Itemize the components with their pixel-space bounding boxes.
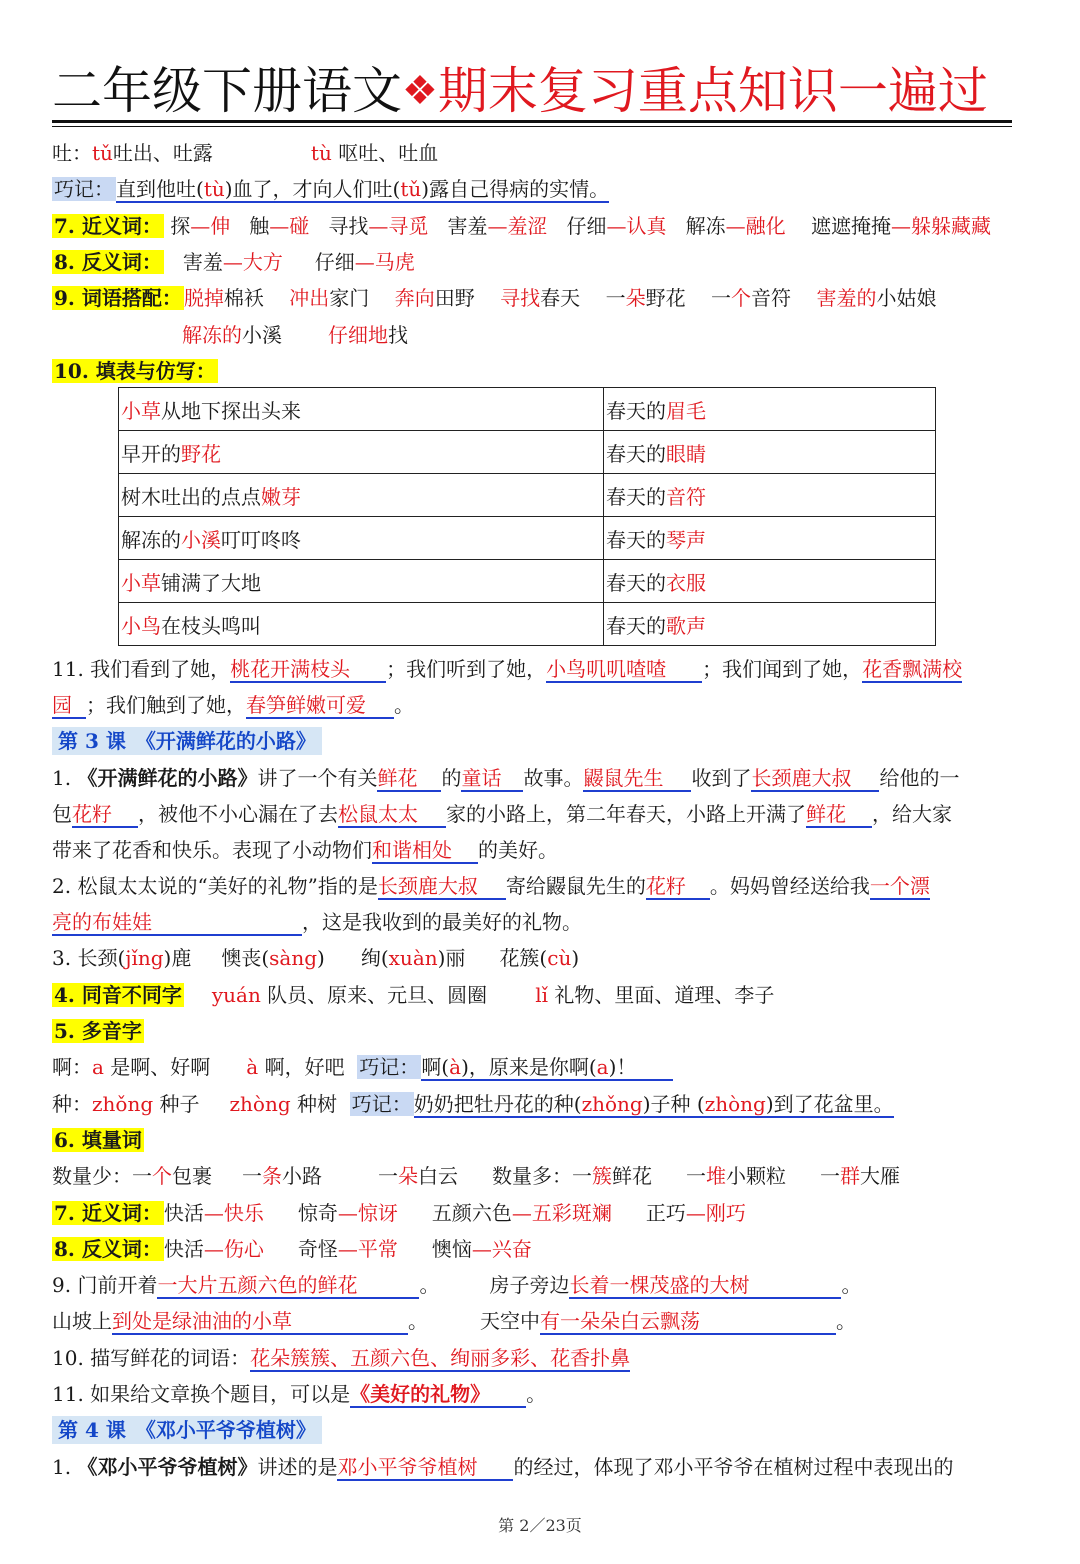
page-number: 第 2／23页: [498, 1516, 582, 1535]
text: 数量多：: [492, 1164, 572, 1188]
word: 朵: [625, 286, 646, 310]
mnemonic-label: 巧记：: [54, 177, 114, 201]
text: )子种 (: [642, 1092, 705, 1116]
pinyin: tǔ: [92, 141, 113, 165]
text: 天空中: [480, 1309, 540, 1333]
table-row: [119, 431, 936, 474]
table-cell: [604, 431, 936, 474]
text: 11. 如果给文章换个题目，可以是: [52, 1382, 351, 1406]
word: —马虎: [354, 250, 415, 274]
lesson-3-item-10: [52, 1344, 630, 1372]
collocations-line: [52, 284, 936, 312]
word: 解冻: [685, 214, 726, 238]
table-cell: [604, 517, 936, 560]
pinyin: zhòng: [229, 1092, 291, 1116]
text: ，这是我收到的最美好的礼物。: [302, 910, 582, 934]
text: 种子: [153, 1092, 200, 1116]
word: —大方: [222, 250, 283, 274]
word: 眼睛: [666, 441, 706, 466]
word: 春天的: [606, 441, 666, 466]
word: 春天: [540, 286, 581, 310]
lesson-3-item-9-line-1: [52, 1271, 861, 1299]
word: —碰: [269, 214, 310, 238]
text: 给他的一: [879, 766, 960, 790]
word: 琴声: [666, 527, 706, 552]
text: 1.: [52, 1455, 78, 1479]
text: 山坡上: [52, 1309, 112, 1333]
word: 害羞: [447, 214, 488, 238]
table-cell: [119, 474, 604, 517]
answer: 堆: [706, 1164, 726, 1188]
polyphone-zhong-line: [52, 1090, 894, 1118]
measure-words-line: [52, 1162, 900, 1190]
section-label: 8. 反义词：: [54, 250, 162, 274]
text: 懊丧(: [221, 946, 270, 970]
word: —惊讶: [337, 1201, 398, 1225]
text: 吐：: [52, 141, 92, 165]
answer: 到处是绿油油的小草: [112, 1309, 408, 1335]
text: 奶奶把牡丹花的种(: [413, 1092, 582, 1116]
pinyin: a: [92, 1055, 104, 1079]
lesson-3-item-2-line-1: [52, 872, 930, 900]
section-label: 7. 近义词：: [54, 1201, 162, 1225]
word: 快活: [163, 1201, 204, 1225]
text: ；我们听到了她，: [386, 657, 547, 681]
section-label: 7. 近义词：: [54, 214, 162, 238]
lesson-3-item-1-line-3: [52, 836, 558, 864]
word: —伤心: [203, 1237, 264, 1261]
pinyin: lǐ: [535, 983, 548, 1007]
answer: 松鼠太太: [338, 802, 446, 828]
text: )鹿: [163, 946, 192, 970]
word: —躲躲藏藏: [891, 214, 992, 238]
word: 音符: [751, 286, 792, 310]
answer: 一大片五颜六色的鲜花: [157, 1273, 419, 1299]
title-rule-thin: [52, 126, 1012, 127]
pinyin: à: [449, 1055, 462, 1079]
text: 啊(: [421, 1055, 450, 1079]
answer: 朵: [398, 1164, 418, 1188]
text: 的: [441, 766, 462, 790]
answer: 簇: [592, 1164, 612, 1188]
text: 一: [378, 1164, 398, 1188]
answer: 园: [52, 693, 86, 719]
answer: 花籽: [646, 874, 710, 900]
text: )丽: [437, 946, 466, 970]
pinyin: à: [246, 1055, 259, 1079]
word: 仔细: [566, 214, 607, 238]
answer: 长颈鹿大叔: [378, 874, 506, 900]
word: 一: [711, 286, 732, 310]
pinyin: zhǒng: [581, 1092, 643, 1116]
text: 收到了: [691, 766, 752, 790]
word: 家门: [329, 286, 370, 310]
answer: 鼹鼠先生: [583, 766, 691, 792]
word: 春天的: [606, 570, 666, 595]
word: 嫩芽: [261, 484, 301, 509]
mnemonic-line: [52, 175, 609, 203]
word: 铺满了大地: [161, 570, 261, 595]
text: 讲了一个有关: [257, 766, 378, 790]
word: 五颜六色: [431, 1201, 512, 1225]
text: 家的小路上，第二年春天，小路上开满了: [446, 802, 806, 826]
word: —快乐: [203, 1201, 264, 1225]
lesson-3-synonyms: [52, 1199, 746, 1227]
word: 田野: [434, 286, 475, 310]
pinyin: tù: [310, 141, 332, 165]
answer: 花籽: [72, 802, 138, 828]
lesson-title: 第 3 课 《开满鲜花的小路》: [52, 727, 322, 755]
text: 的美好。: [478, 838, 558, 862]
word: 懊恼: [431, 1237, 472, 1261]
table-row: [119, 560, 936, 603]
item-11-line-2: [52, 691, 414, 719]
text: 《邓小平爷爷植树》: [77, 1455, 258, 1479]
text: 一: [572, 1164, 592, 1188]
word: —刚巧: [685, 1201, 746, 1225]
word: 遮遮掩掩: [811, 214, 892, 238]
text: 一: [820, 1164, 840, 1188]
word: 小鸟: [121, 613, 161, 638]
section-label: 4. 同音不同字: [54, 983, 182, 1007]
lesson-3-item-3: [52, 944, 579, 972]
fill-table: [118, 387, 936, 646]
text: 是啊、好啊: [103, 1055, 211, 1079]
pinyin: xuàn: [388, 946, 438, 970]
lesson-4-heading: [52, 1416, 322, 1444]
polyphone-tu-line: [52, 139, 438, 167]
answer: 花朵簇簇、五颜六色、绚丽多彩、花香扑鼻: [250, 1346, 631, 1370]
pinyin: yuán: [211, 983, 261, 1007]
text: 房子旁边: [489, 1273, 570, 1297]
word: —伸: [190, 214, 231, 238]
answer: 亮的布娃娃: [52, 910, 302, 936]
word: —兴奋: [471, 1237, 532, 1261]
table-cell: [119, 388, 604, 431]
word: 快活: [163, 1237, 204, 1261]
answer: 《美好的礼物》: [350, 1382, 526, 1408]
word: 探: [170, 214, 191, 238]
table-cell: [119, 560, 604, 603]
table-row: [119, 603, 936, 646]
text: 10. 描写鲜花的词语：: [52, 1346, 251, 1370]
word: —融化: [725, 214, 786, 238]
lesson-3-item-1-line-2: [52, 800, 952, 828]
pinyin: tù: [203, 177, 225, 201]
table-cell: [119, 517, 604, 560]
word: 在枝头鸣叫: [161, 613, 261, 638]
fill-table-heading: [52, 357, 218, 385]
text: 寄给鼹鼠先生的: [505, 874, 646, 898]
text: 白云: [418, 1164, 458, 1188]
word: 野花: [645, 286, 686, 310]
text: 9. 门前开着: [52, 1273, 158, 1297]
word: 衣服: [666, 570, 706, 595]
pinyin: sàng: [269, 946, 318, 970]
word: —羞涩: [487, 214, 548, 238]
text: 礼物、里面、道理、李子: [547, 983, 775, 1007]
text: 啊，好吧: [258, 1055, 345, 1079]
lesson-3-item-1-line-1: [52, 764, 959, 792]
pinyin: zhǒng: [92, 1092, 154, 1116]
text: 讲述的是: [257, 1455, 338, 1479]
word: 找: [388, 323, 408, 347]
text: 队员、原来、元旦、圆圈: [260, 983, 488, 1007]
section-label: 9. 词语搭配：: [54, 286, 182, 310]
text: ；我们闻到了她，: [702, 657, 863, 681]
lesson-3-item-9-line-2: [52, 1307, 856, 1335]
answer: 鲜花: [806, 802, 872, 828]
pinyin: tǔ: [400, 177, 422, 201]
text: 种：: [52, 1092, 92, 1116]
item-11-line-1: [52, 655, 962, 683]
lesson-3-item-5: [52, 1017, 144, 1045]
word: —五彩斑斓: [511, 1201, 612, 1225]
text: 。: [526, 1382, 547, 1406]
word: 奇怪: [297, 1237, 338, 1261]
word: 歌声: [666, 613, 706, 638]
word: 寻找: [328, 214, 369, 238]
text: 3. 长颈(: [52, 946, 126, 970]
text: 小路: [282, 1164, 322, 1188]
lesson-4-item-1: [52, 1453, 953, 1481]
text: ): [317, 946, 325, 970]
pinyin: zhòng: [704, 1092, 766, 1116]
word: 仔细: [314, 250, 355, 274]
text: 绚(: [360, 946, 389, 970]
mnemonic-label: 巧记：: [359, 1055, 420, 1079]
word: 叮叮咚咚: [221, 527, 301, 552]
text: 大雁: [860, 1164, 900, 1188]
text: 。: [408, 1309, 428, 1333]
word: 春天的: [606, 484, 666, 509]
text: ，给大家: [872, 802, 952, 826]
antonyms-line: [52, 248, 415, 276]
lesson-3-item-2-line-2: [52, 908, 582, 936]
text: 1.: [52, 766, 78, 790]
text: 包裹: [172, 1164, 212, 1188]
section-label: 10. 填表与仿写：: [54, 359, 216, 383]
table-row: [119, 517, 936, 560]
answer: 邓小平爷爷植树: [337, 1455, 513, 1481]
synonyms-line: [52, 212, 991, 240]
text: 一: [132, 1164, 152, 1188]
text: )到了花盆里。: [765, 1092, 894, 1116]
answer: 童话: [461, 766, 523, 792]
word: 正巧: [645, 1201, 686, 1225]
text: )，原来是你啊(: [461, 1055, 597, 1079]
title-rule: [52, 120, 1012, 123]
word: 从地下探出头来: [161, 398, 301, 423]
word: 仔细地: [328, 323, 388, 347]
diamond-icon: ❖: [402, 68, 438, 114]
text: 11. 我们看到了她，: [52, 657, 231, 681]
section-label: 8. 反义词：: [54, 1237, 162, 1261]
text: 一: [686, 1164, 706, 1188]
text: 小颗粒: [726, 1164, 786, 1188]
text: 鲜花: [612, 1164, 652, 1188]
lesson-3-item-6: [52, 1126, 144, 1154]
pinyin: jǐng: [125, 946, 164, 970]
table-cell: [604, 560, 936, 603]
word: 眉毛: [666, 398, 706, 423]
word: 小草: [121, 398, 161, 423]
lesson-title: 第 4 课 《邓小平爷爷植树》: [52, 1416, 322, 1444]
table-cell: [604, 474, 936, 517]
title-part-1: 二年级下册语文: [52, 62, 402, 120]
text: )露自己得病的实情。: [421, 177, 610, 201]
word: 野花: [181, 441, 221, 466]
word: 个: [731, 286, 752, 310]
table-row: [119, 388, 936, 431]
word: 音符: [666, 484, 706, 509]
answer: 和谐相处: [372, 838, 478, 864]
word: 害羞: [182, 250, 223, 274]
word: 奔向: [394, 286, 435, 310]
answer: 花香飘满校: [862, 657, 963, 681]
word: 解冻的: [182, 323, 242, 347]
text: 的经过，体现了邓小平爷爷在植树过程中表现出的: [513, 1455, 954, 1479]
word: 小溪: [181, 527, 221, 552]
word: 春天的: [606, 613, 666, 638]
text: 啊：: [52, 1055, 92, 1079]
word: 小姑娘: [876, 286, 937, 310]
collocations-line-2: [182, 321, 408, 349]
answer: 长着一棵茂盛的大树: [569, 1273, 841, 1299]
answer: 有一朵朵白云飘荡: [540, 1309, 836, 1335]
word: —寻觅: [368, 214, 429, 238]
text: )血了，才向人们吐(: [224, 177, 401, 201]
lesson-3-item-4: [52, 981, 774, 1009]
title-part-2: 期末复习重点知识一遍过: [437, 62, 988, 120]
page-title: [52, 62, 1012, 120]
word: 小草: [121, 570, 161, 595]
word: 小溪: [242, 323, 282, 347]
text: 花簇(: [499, 946, 548, 970]
text: 2. 松鼠太太说的“美好的礼物”指的是: [52, 874, 378, 898]
text: )！: [608, 1055, 637, 1079]
word: 早开的: [121, 441, 181, 466]
answer: 群: [840, 1164, 860, 1188]
text: 。: [419, 1273, 440, 1297]
answer: 个: [152, 1164, 172, 1188]
word: 惊奇: [297, 1201, 338, 1225]
answer: 桃花开满枝头: [230, 657, 386, 683]
answer: 春笋鲜嫩可爱: [246, 693, 394, 719]
word: 春天的: [606, 398, 666, 423]
word: —认真: [606, 214, 667, 238]
answer: 一个漂: [869, 874, 930, 898]
text: 一: [242, 1164, 262, 1188]
word: 脱掉: [183, 286, 224, 310]
text: 《开满鲜花的小路》: [77, 766, 258, 790]
answer: 小鸟叽叽喳喳: [546, 657, 702, 683]
word: 一: [605, 286, 626, 310]
text: 。: [841, 1273, 862, 1297]
text: ，被他不小心漏在了去: [138, 802, 338, 826]
word: 树木吐出的点点: [121, 484, 261, 509]
table-cell: [604, 388, 936, 431]
word: —平常: [337, 1237, 398, 1261]
lesson-3-heading: [52, 727, 322, 755]
table-cell: [604, 603, 936, 646]
table-row: [119, 474, 936, 517]
text: 。妈妈曾经送给我: [709, 874, 870, 898]
word: 棉袄: [223, 286, 264, 310]
lesson-3-antonyms: [52, 1235, 532, 1263]
word: 触: [249, 214, 270, 238]
mnemonic-label: 巧记：: [351, 1092, 412, 1116]
text: ): [571, 946, 580, 970]
table-cell: [119, 431, 604, 474]
polyphone-a-line: [52, 1053, 673, 1081]
text: 吐出、吐露: [112, 141, 213, 165]
answer: 鲜花: [377, 766, 441, 792]
pinyin: cù: [547, 946, 572, 970]
word: 害羞的: [816, 286, 877, 310]
text: 。: [836, 1309, 856, 1333]
text: 种树: [290, 1092, 338, 1116]
word: 春天的: [606, 527, 666, 552]
lesson-3-item-11: [52, 1380, 546, 1408]
section-label: 5. 多音字: [54, 1019, 142, 1043]
text: ；我们触到了她，: [86, 693, 246, 717]
pinyin: a: [596, 1055, 609, 1079]
word: 解冻的: [121, 527, 181, 552]
text: 带来了花香和快乐。表现了小动物们: [52, 838, 372, 862]
text: 包: [52, 802, 72, 826]
table-cell: [119, 603, 604, 646]
section-label: 6. 填量词: [54, 1128, 142, 1152]
text: 呕吐、吐血: [331, 141, 439, 165]
text: 数量少：: [52, 1164, 132, 1188]
text: 故事。: [523, 766, 584, 790]
text: 直到他吐(: [116, 177, 204, 201]
answer: 条: [262, 1164, 282, 1188]
text: 。: [394, 693, 414, 717]
word: 寻找: [500, 286, 541, 310]
answer: 长颈鹿大叔: [751, 766, 879, 792]
word: 冲出: [289, 286, 330, 310]
